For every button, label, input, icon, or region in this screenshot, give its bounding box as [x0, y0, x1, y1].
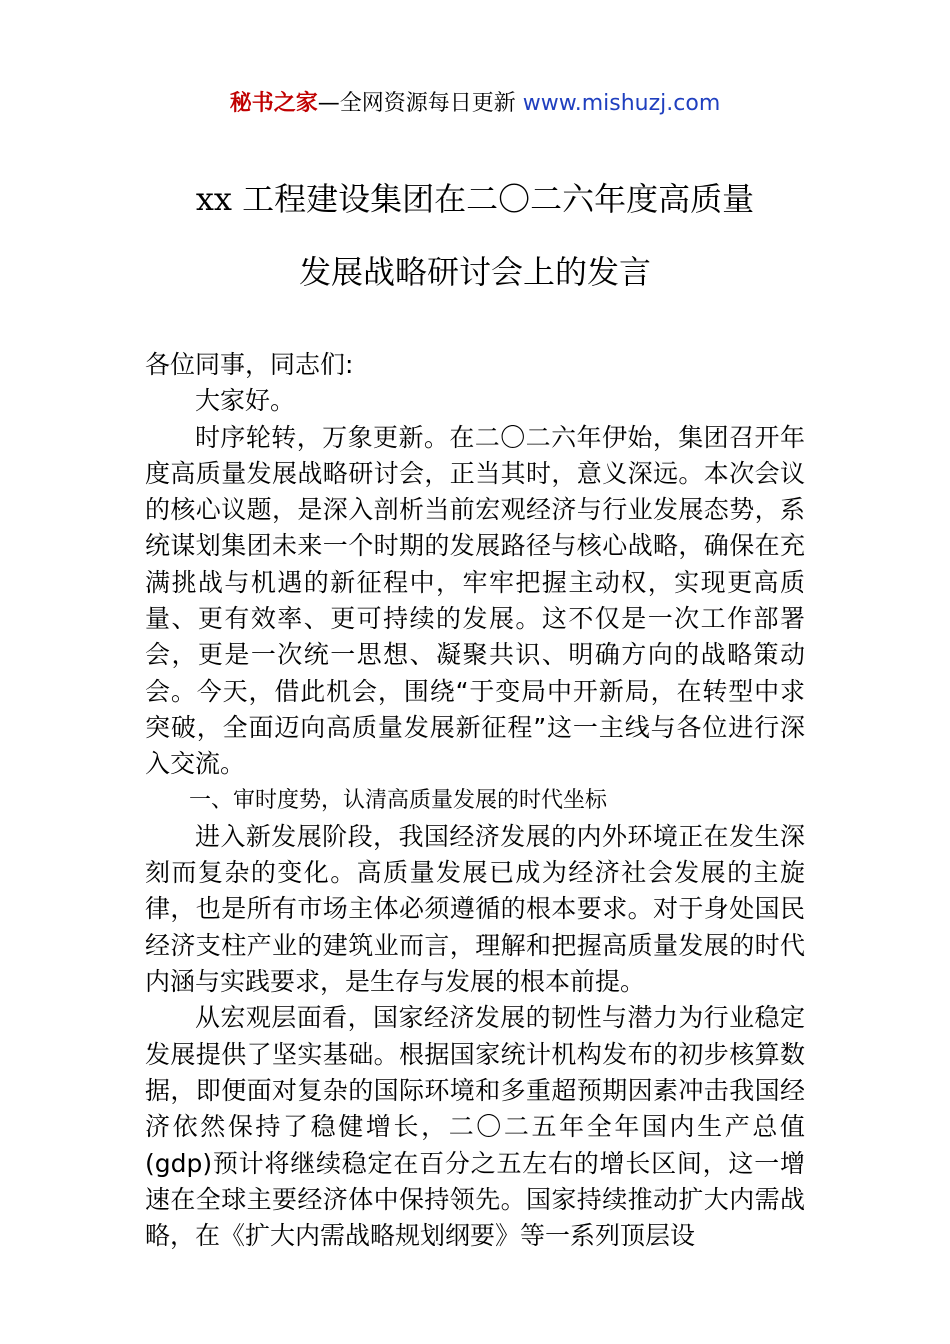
- section-heading-1: 一、审时度势，认清高质量发展的时代坐标: [189, 787, 608, 813]
- title-line-2: 发展战略研讨会上的发言: [298, 253, 651, 291]
- site-url-link[interactable]: www.mishuzj.com: [522, 91, 721, 116]
- title-line-1-text: 工程建设集团在二〇二六年度高质量: [242, 180, 755, 218]
- document-body: [145, 347, 805, 1254]
- greeting: 大家好。: [195, 386, 296, 416]
- title-line-1: [0, 163, 950, 236]
- paragraph-3: 从宏观层面看，国家经济发展的韧性与潜力为行业稳定发展提供了坚实基础。根据国家统计机构发布的初步核算数据，即便面对复杂的国际环境和多重超预期因素冲击我国经济依然保持了稳健增长，二〇二五年全年国内生产总值(gdp)预计将继续稳定在百分之五左右的增长区间，这一增速在全球主要经济体中保持领先。国家持续推动扩大内需战略，在《扩大内需战略规划纲要》等一系列顶层设: [145, 1003, 805, 1251]
- paragraph-2: 进入新发展阶段，我国经济发展的内外环境正在发生深刻而复杂的变化。高质量发展已成为经济社会发展的主旋律，也是所有市场主体必须遵循的根本要求。对于身处国民经济支柱产业的建筑业而言，理解和把握高质量发展的时代内涵与实践要求，是生存与发展的根本前提。: [145, 821, 805, 997]
- site-brand: 秘书之家: [229, 91, 318, 116]
- site-header: [0, 86, 950, 122]
- document-title: [0, 163, 950, 309]
- title-prefix: xx: [195, 180, 232, 218]
- salutation: 各位同事，同志们:: [145, 350, 354, 379]
- site-tagline: —全网资源每日更新: [317, 91, 516, 116]
- paragraph-intro: 时序轮转，万象更新。在二〇二六年伊始，集团召开年度高质量发展战略研讨会，正当其时，意义深远。本次会议的核心议题，是深入剖析当前宏观经济与行业发展态势，系统谋划集团未来一个时期的发展路径与核心战略，确保在充满挑战与机遇的新征程中，牢牢把握主动权，实现更高质量、更有效率、更可持续的发展。这不仅是一次工作部署会，更是一次统一思想、凝聚共识、明确方向的战略策动会。今天，借此机会，围绕“于变局中开新局，在转型中求突破，全面迈向高质量发展新征程”这一主线与各位进行深入交流。: [145, 422, 805, 779]
